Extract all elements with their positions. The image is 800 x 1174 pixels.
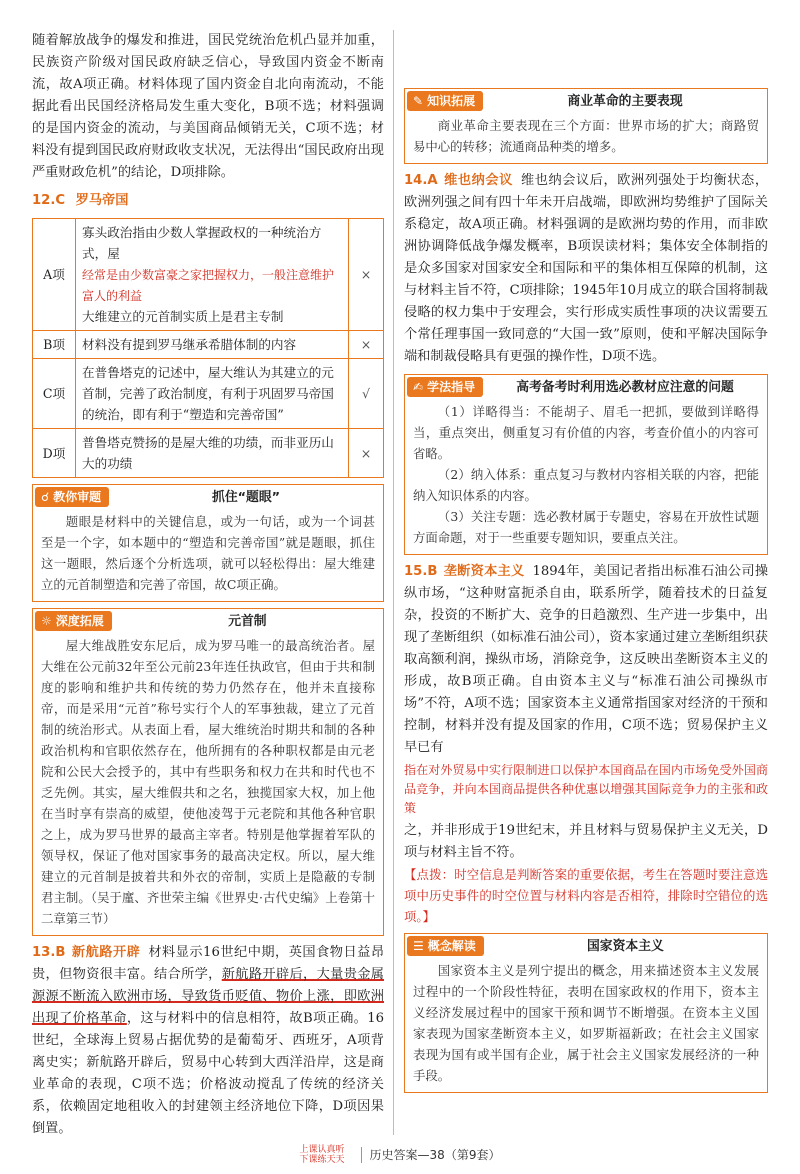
box-title: 抓住“题眼” <box>212 489 281 505</box>
answer-text: ，这与材料中的信息相符，故B项正确。16世纪，全球海上贸易占据优势的是葡萄牙、西班牙，A项背离史实；新航路开辟后，贸易中心转到大西洋沿岸，这是商业革命的表现，C项不选；价格波动搅乱了传统的经济关系，依赖固定地租收入的封建领主经济地位下降，D项因果倒置。 <box>32 1011 384 1136</box>
box-tag-label: 教你审题 <box>53 490 102 504</box>
book-icon: ✍ <box>413 380 424 394</box>
answer-11-continued: 随着解放战争的爆发和推进，国民党统治危机凸显并加重，民族资产阶级对国民政府缺乏信心，导致国内资金不断南流，故A项正确。材料体现了国内资金自北向南流动，不能据此看出民国经济格局发生重大变化，B项不选；材料强调的是国内资金的流动，与美国商品倾销无关，C项不选；材料没有提到国民政府财政收支状况，无法得出“国民政府出现严重财政危机”的结论，D项排除。 <box>32 33 384 180</box>
brand-logo <box>300 1145 345 1165</box>
option-label: D项 <box>33 429 76 478</box>
box-paragraph: 国家资本主义是列宁提出的概念，用来描述资本主义发展过程中的一个阶段性特征，表明在国家政权的作用下，资本主义经济发展过程中的国家干预和调节不断增强。在资本主义国家表现为国家垄断资本主义，如罗斯福新政；在社会主义国家表现为国有或半国有企业，属于社会主义国家发展经济的一种手段。 <box>413 963 759 1083</box>
box-tag-label: 概念解读 <box>427 939 476 953</box>
box-header <box>405 89 767 113</box>
box-title: 元首制 <box>228 613 267 629</box>
list-item: （3）关注专题：选必教材属于专题史，容易在开放性试题方面命题，对于一些重要专题知识，要重点关注。 <box>413 509 759 545</box>
box-deep-extension <box>32 608 384 936</box>
answer-13 <box>32 942 384 1140</box>
correct-mark: √ <box>349 359 384 429</box>
option-text: 在普鲁塔克的记述中，屋大维认为其建立的元首制，完善了政治制度，有利于巩固罗马帝国的统治，即有利于“塑造和完善帝国” <box>76 359 349 429</box>
underlined-text: 新航路开辟后，大量贵金属源源不断流入欧洲市场，导致货币贬值、物价上涨，即欧洲出现了价格革命 <box>32 967 384 1026</box>
box-body <box>413 960 759 1086</box>
box-title: 商业革命的主要表现 <box>567 93 683 109</box>
logo-line: 上课认真听 <box>299 1145 345 1155</box>
option-text: 普鲁塔克赞扬的是屋大维的功绩，而非亚历山大的功绩 <box>76 429 349 478</box>
box-tag <box>407 936 484 956</box>
box-header <box>405 934 767 958</box>
wrong-mark: × <box>349 219 384 331</box>
box-body <box>41 511 375 595</box>
table-row <box>33 219 384 331</box>
box-tag <box>35 487 109 507</box>
answer-14 <box>404 170 768 368</box>
options-table <box>32 218 384 478</box>
wrong-mark: × <box>349 429 384 478</box>
box-paragraph: 商业革命主要表现在三个方面：世界市场的扩大；商路贸易中心的转移；流通商品种类的增多。 <box>413 118 759 154</box>
box-teaching-review <box>32 484 384 602</box>
box-header <box>33 485 383 509</box>
left-column <box>32 30 384 1140</box>
table-row <box>33 331 384 359</box>
page-footer <box>0 1142 800 1168</box>
answer-text: 维也纳会议后，欧洲列强处于均衡状态，欧洲列强之间有四十年未开启战端，即欧洲均势维护了国际关系稳定，故A项正确。材料强调的是欧洲均势的作用，而非欧洲协调降低战争爆发概率，B项误读材料；集体安全体制指的是众多国家对国家安全和国际和平的集体相互保障的机制，这与材料主旨不符，C项排除；1945年10月成立的联合国将制裁侵略的权力集中于安理会，实行形成实质性事项的决议需要五个常任理事国一致同意的“大国一致”原则，使和平解决国际争端和制裁侵略具有更强的操作性，D项不选。 <box>404 173 769 364</box>
column-divider <box>393 30 394 1135</box>
list-item: （2）纳入体系：重点复习与教材内容相关联的内容，把能纳入知识体系的内容。 <box>413 467 759 503</box>
pencil-icon: ✎ <box>413 94 424 108</box>
option-text-line: 寡头政治指由少数人掌握政权的一种统治方式，屋 <box>82 225 322 261</box>
box-title: 国家资本主义 <box>587 938 664 954</box>
box-concept-reading <box>404 933 768 1093</box>
answer-12 <box>32 190 384 478</box>
answer-number: 13.B <box>32 945 66 960</box>
answer-topic: 垄断资本主义 <box>443 564 525 579</box>
box-header <box>33 609 383 633</box>
answer-topic: 罗马帝国 <box>75 193 129 208</box>
answer-12-head <box>32 190 384 212</box>
option-text: 材料没有提到罗马继承希腊体制的内容 <box>76 331 349 359</box>
wrong-mark: × <box>349 331 384 359</box>
table-row <box>33 359 384 429</box>
page-number: 历史答案—38（第9套） <box>369 1148 501 1162</box>
answer-text: 1894年，美国记者指出标准石油公司操纵市场，“这种财富扼杀自由，联系所学，随着技术的日益复杂，投资的不断扩大、竞争的日趋激烈、生产进一步集中，出现了垄断组织（如标准石油公司），资本家通过建立垄断组织获取高额利润，操纵市场，消除竞争，这反映出垄断资本主义的形成，故B项正确。自由资本主义与“标准石油公司操纵市场”不符，A项不选；国家资本主义通常指国家对经济的干预和控制，材料并没有提及国家的作用，C项不选；贸易保护主义早已有 <box>404 564 769 755</box>
answer-text: 材料显示16世纪中期，英国食物日益昂贵，但物资很丰富。结合所学， <box>32 945 385 982</box>
box-knowledge-extension <box>404 88 768 164</box>
box-body <box>41 635 375 929</box>
box-tag <box>407 377 483 397</box>
answer-15 <box>404 561 768 927</box>
option-text <box>76 219 349 331</box>
answer-13-text <box>32 942 384 1140</box>
box-tag <box>407 91 483 111</box>
answer-14-text <box>404 170 768 368</box>
box-study-method <box>404 374 768 555</box>
handwritten-note: 经常是由少数富豪之家把握权力，一般注意维护富人的利益 <box>82 268 335 303</box>
answer-number: 15.B <box>404 564 438 579</box>
box-body <box>413 401 759 548</box>
answer-topic: 新航路开辟 <box>71 945 141 960</box>
logo-line: 下课练天天 <box>299 1155 345 1165</box>
answer-topic: 维也纳会议 <box>443 173 513 188</box>
option-label: A项 <box>33 219 76 331</box>
box-tag-label: 学法指导 <box>427 380 476 394</box>
box-tag-label: 知识拓展 <box>427 94 476 108</box>
book-icon: ☰ <box>413 939 424 953</box>
answer-number: 12.C <box>32 193 66 208</box>
box-tag-label: 深度拓展 <box>55 614 104 628</box>
box-title: 高考备考时利用选必教材应注意的问题 <box>516 379 734 395</box>
magnifier-icon: ☌ <box>41 490 50 504</box>
table-row <box>33 429 384 478</box>
box-header <box>405 375 767 399</box>
lightbulb-icon: ☼ <box>41 614 52 628</box>
box-body <box>413 115 759 157</box>
answer-15-text-cont: 之，并非形成于19世纪末，并且材料与贸易保护主义无关，D项与材料主旨不符。 <box>404 823 768 860</box>
box-paragraph: 题眼是材料中的关键信息，或为一句话，或为一个词甚至是一个字，如本题中的“塑造和完善帝国”就是题眼，抓住这一题眼，然后逐个分析选项，就可以轻松得出：屋大维建立的元首制塑造和完善了帝国，故C项正确。 <box>41 514 375 592</box>
option-text-line: 大维建立的元首制实质上是君主专制 <box>82 309 284 324</box>
right-column <box>404 30 768 1093</box>
tip-text: 【点拨：时空信息是判断答案的重要依据，考生在答题时要注意选项中历史事件的时空位置与材料内容是否相符，排除时空错位的选项。】 <box>404 867 768 924</box>
answer-15-text <box>404 561 768 759</box>
handwritten-note: 指在对外贸易中实行限制进口以保护本国商品在国内市场免受外国商品竞争，并向本国商品提供各种优惠以增强其国际竞争力的主张和政策 <box>404 763 768 815</box>
list-item: （1）详略得当：不能胡子、眉毛一把抓，要做到详略得当，重点突出，侧重复习有价值的内容，考查价值小的内容可省略。 <box>413 404 759 461</box>
box-tag <box>35 611 112 631</box>
option-label: B项 <box>33 331 76 359</box>
box-paragraph: 屋大维战胜安东尼后，成为罗马唯一的最高统治者。屋大维在公元前32年至公元前23年连任执政官，但由于共和制度的影响和维护共和传统的势力仍然存在，他并未直接称帝，而是采用“元首”称号实行个人的军事独裁，建立了元首制的统治形式。从表面上看，屋大维统治时期共和制的各种政治机构和官职依然存在，他所拥有的各种职权都是由元老院和公民大会授予的，其中有些职务和权力在共和时代也不乏先例。其实，屋大维假共和之名，独揽国家大权，加上他在当时享有崇高的威望，使他凌驾于元老院和其他各种官职之上，成为罗马世界的最高主宰者。特别是他掌握着军队的领导权，保证了他对国家事务的最高决定权。所以，屋大维建立的元首制是披着共和外衣的帝制，实质上是隐蔽的专制君主制。（吴于廑、齐世荣主编《世界史·古代史编》上卷第十二章第三节） <box>41 638 375 926</box>
answer-number: 14.A <box>404 173 438 188</box>
footer-divider <box>361 1147 362 1163</box>
option-label: C项 <box>33 359 76 429</box>
